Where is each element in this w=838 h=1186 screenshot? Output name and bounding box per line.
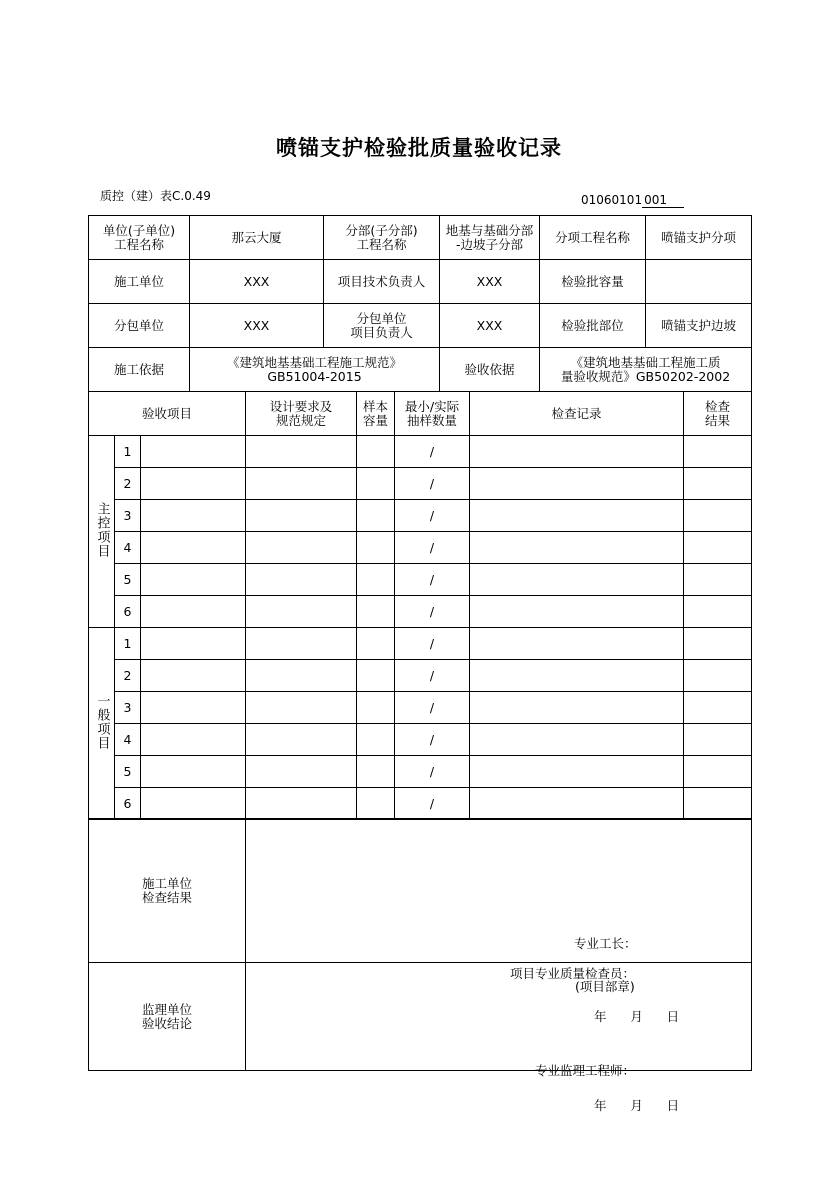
unit-value: 那云大厦 bbox=[190, 216, 324, 260]
sample-cell[interactable] bbox=[357, 468, 395, 500]
basis-label: 施工依据 bbox=[89, 348, 190, 392]
design-cell[interactable] bbox=[246, 788, 357, 820]
record-cell[interactable] bbox=[470, 564, 684, 596]
design-cell[interactable] bbox=[246, 724, 357, 756]
item-cell[interactable] bbox=[141, 500, 246, 532]
column-header-record: 检查记录 bbox=[470, 392, 684, 436]
sub-lead-label: 分包单位 项目负责人 bbox=[324, 304, 440, 348]
acceptance-basis-value: 《建筑地基基础工程施工质 量验收规范》GB50202-2002 bbox=[540, 348, 752, 392]
supervising-engineer-label: 专业监理工程师： bbox=[535, 1062, 636, 1078]
general-items-label: 一般项目 bbox=[89, 628, 115, 820]
result-cell[interactable] bbox=[684, 756, 752, 788]
column-header-sample: 样本 容量 bbox=[357, 392, 395, 436]
sample-cell[interactable] bbox=[357, 628, 395, 660]
result-cell[interactable] bbox=[684, 660, 752, 692]
row-number: 1 bbox=[115, 628, 141, 660]
column-header-design: 设计要求及 规范规定 bbox=[246, 392, 357, 436]
result-cell[interactable] bbox=[684, 596, 752, 628]
basis-value: 《建筑地基基础工程施工规范》 GB51004-2015 bbox=[190, 348, 440, 392]
unit-label: 单位(子单位) 工程名称 bbox=[89, 216, 190, 260]
record-cell[interactable] bbox=[470, 436, 684, 468]
constructor-value: XXX bbox=[190, 260, 324, 304]
sample-cell[interactable] bbox=[357, 724, 395, 756]
table-row bbox=[89, 468, 752, 500]
record-cell[interactable] bbox=[470, 660, 684, 692]
sample-cell[interactable] bbox=[357, 596, 395, 628]
seal-label: (项目部章) bbox=[575, 978, 635, 994]
document-number-suffix: 001 bbox=[642, 193, 684, 208]
document-number bbox=[581, 193, 684, 208]
table-row bbox=[89, 756, 752, 788]
table-row bbox=[89, 564, 752, 596]
item-cell[interactable] bbox=[141, 532, 246, 564]
construction-date: 年 月 日 bbox=[594, 1008, 680, 1024]
record-cell[interactable] bbox=[470, 500, 684, 532]
record-cell[interactable] bbox=[470, 532, 684, 564]
sub-lead-value: XXX bbox=[440, 304, 540, 348]
construction-check-area[interactable] bbox=[246, 819, 752, 1024]
subcontractor-value: XXX bbox=[190, 304, 324, 348]
design-cell[interactable] bbox=[246, 436, 357, 468]
result-cell[interactable] bbox=[684, 468, 752, 500]
row-number: 3 bbox=[115, 692, 141, 724]
row-number: 2 bbox=[115, 468, 141, 500]
design-cell[interactable] bbox=[246, 628, 357, 660]
inspection-items-table bbox=[88, 391, 752, 820]
sample-cell[interactable] bbox=[357, 788, 395, 820]
design-cell[interactable] bbox=[246, 500, 357, 532]
form-code: 质控（建）表C.0.49 bbox=[100, 189, 211, 203]
result-cell[interactable] bbox=[684, 564, 752, 596]
record-cell[interactable] bbox=[470, 724, 684, 756]
item-cell[interactable] bbox=[141, 756, 246, 788]
item-cell[interactable] bbox=[141, 436, 246, 468]
row-number: 4 bbox=[115, 724, 141, 756]
row-number: 5 bbox=[115, 564, 141, 596]
row-number: 4 bbox=[115, 532, 141, 564]
inspector-label: 项目专业质量检查员： bbox=[510, 965, 636, 981]
document-number-prefix: 01060101 bbox=[581, 193, 643, 207]
signature-table bbox=[88, 818, 752, 1113]
min-actual-cell[interactable]: / bbox=[395, 436, 470, 468]
design-cell[interactable] bbox=[246, 692, 357, 724]
item-cell[interactable] bbox=[141, 724, 246, 756]
sample-cell[interactable] bbox=[357, 692, 395, 724]
supervision-date: 年 月 日 bbox=[594, 1097, 680, 1113]
table-row bbox=[89, 724, 752, 756]
header-info-table bbox=[88, 215, 752, 392]
item-cell[interactable] bbox=[141, 564, 246, 596]
item-cell[interactable] bbox=[141, 596, 246, 628]
min-actual-cell[interactable]: / bbox=[395, 692, 470, 724]
division-value: 地基与基础分部 -边坡子分部 bbox=[440, 216, 540, 260]
sample-cell[interactable] bbox=[357, 564, 395, 596]
batch-location-label: 检验批部位 bbox=[540, 304, 646, 348]
min-actual-cell[interactable]: / bbox=[395, 532, 470, 564]
row-number: 6 bbox=[115, 596, 141, 628]
min-actual-cell[interactable]: / bbox=[395, 756, 470, 788]
result-cell[interactable] bbox=[684, 436, 752, 468]
tech-lead-label: 项目技术负责人 bbox=[324, 260, 440, 304]
item-cell[interactable] bbox=[141, 788, 246, 820]
page-title: 喷锚支护检验批质量验收记录 bbox=[276, 136, 562, 160]
result-cell[interactable] bbox=[684, 692, 752, 724]
table-row bbox=[89, 436, 752, 468]
tech-lead-value: XXX bbox=[440, 260, 540, 304]
design-cell[interactable] bbox=[246, 596, 357, 628]
column-header-result: 检查 结果 bbox=[684, 392, 752, 436]
table-row bbox=[89, 628, 752, 660]
row-number: 6 bbox=[115, 788, 141, 820]
design-cell[interactable] bbox=[246, 468, 357, 500]
sample-cell[interactable] bbox=[357, 756, 395, 788]
record-cell[interactable] bbox=[470, 756, 684, 788]
min-actual-cell[interactable]: / bbox=[395, 596, 470, 628]
record-cell[interactable] bbox=[470, 692, 684, 724]
record-cell[interactable] bbox=[470, 468, 684, 500]
min-actual-cell[interactable]: / bbox=[395, 468, 470, 500]
foreman-label: 专业工长： bbox=[574, 935, 637, 951]
min-actual-cell[interactable]: / bbox=[395, 500, 470, 532]
subcontractor-label: 分包单位 bbox=[89, 304, 190, 348]
sample-cell[interactable] bbox=[357, 532, 395, 564]
design-cell[interactable] bbox=[246, 564, 357, 596]
record-cell[interactable] bbox=[470, 628, 684, 660]
item-cell[interactable] bbox=[141, 628, 246, 660]
row-number: 5 bbox=[115, 756, 141, 788]
design-cell[interactable] bbox=[246, 532, 357, 564]
constructor-label: 施工单位 bbox=[89, 260, 190, 304]
row-number: 3 bbox=[115, 500, 141, 532]
sample-cell[interactable] bbox=[357, 436, 395, 468]
min-actual-cell[interactable]: / bbox=[395, 628, 470, 660]
table-row bbox=[89, 532, 752, 564]
sample-cell[interactable] bbox=[357, 500, 395, 532]
item-cell[interactable] bbox=[141, 660, 246, 692]
subitem-value: 喷锚支护分项 bbox=[646, 216, 752, 260]
design-cell[interactable] bbox=[246, 660, 357, 692]
table-row bbox=[89, 500, 752, 532]
table-row bbox=[89, 660, 752, 692]
table-row bbox=[89, 692, 752, 724]
item-cell[interactable] bbox=[141, 468, 246, 500]
batch-capacity-label: 检验批容量 bbox=[540, 260, 646, 304]
item-cell[interactable] bbox=[141, 692, 246, 724]
table-row bbox=[89, 596, 752, 628]
result-cell[interactable] bbox=[684, 500, 752, 532]
min-actual-cell[interactable]: / bbox=[395, 660, 470, 692]
row-number: 2 bbox=[115, 660, 141, 692]
main-items-label: 主控项目 bbox=[89, 436, 115, 628]
result-cell[interactable] bbox=[684, 724, 752, 756]
record-cell[interactable] bbox=[470, 788, 684, 820]
main-items-group bbox=[89, 436, 752, 628]
general-items-group bbox=[89, 628, 752, 820]
acceptance-basis-label: 验收依据 bbox=[440, 348, 540, 392]
result-cell[interactable] bbox=[684, 628, 752, 660]
batch-location-value: 喷锚支护边坡 bbox=[646, 304, 752, 348]
batch-capacity-value bbox=[646, 260, 752, 304]
min-actual-cell[interactable]: / bbox=[395, 564, 470, 596]
design-cell[interactable] bbox=[246, 756, 357, 788]
result-cell[interactable] bbox=[684, 532, 752, 564]
table-row bbox=[89, 788, 752, 820]
division-label: 分部(子分部) 工程名称 bbox=[324, 216, 440, 260]
supervision-label: 监理单位 验收结论 bbox=[89, 963, 246, 1071]
construction-check-label: 施工单位 检查结果 bbox=[89, 819, 246, 963]
min-actual-cell[interactable]: / bbox=[395, 724, 470, 756]
column-header-min-actual: 最小/实际 抽样数量 bbox=[395, 392, 470, 436]
record-cell[interactable] bbox=[470, 596, 684, 628]
row-number: 1 bbox=[115, 436, 141, 468]
sample-cell[interactable] bbox=[357, 660, 395, 692]
result-cell[interactable] bbox=[684, 788, 752, 820]
column-header-item: 验收项目 bbox=[89, 392, 246, 436]
subitem-label: 分项工程名称 bbox=[540, 216, 646, 260]
min-actual-cell[interactable]: / bbox=[395, 788, 470, 820]
